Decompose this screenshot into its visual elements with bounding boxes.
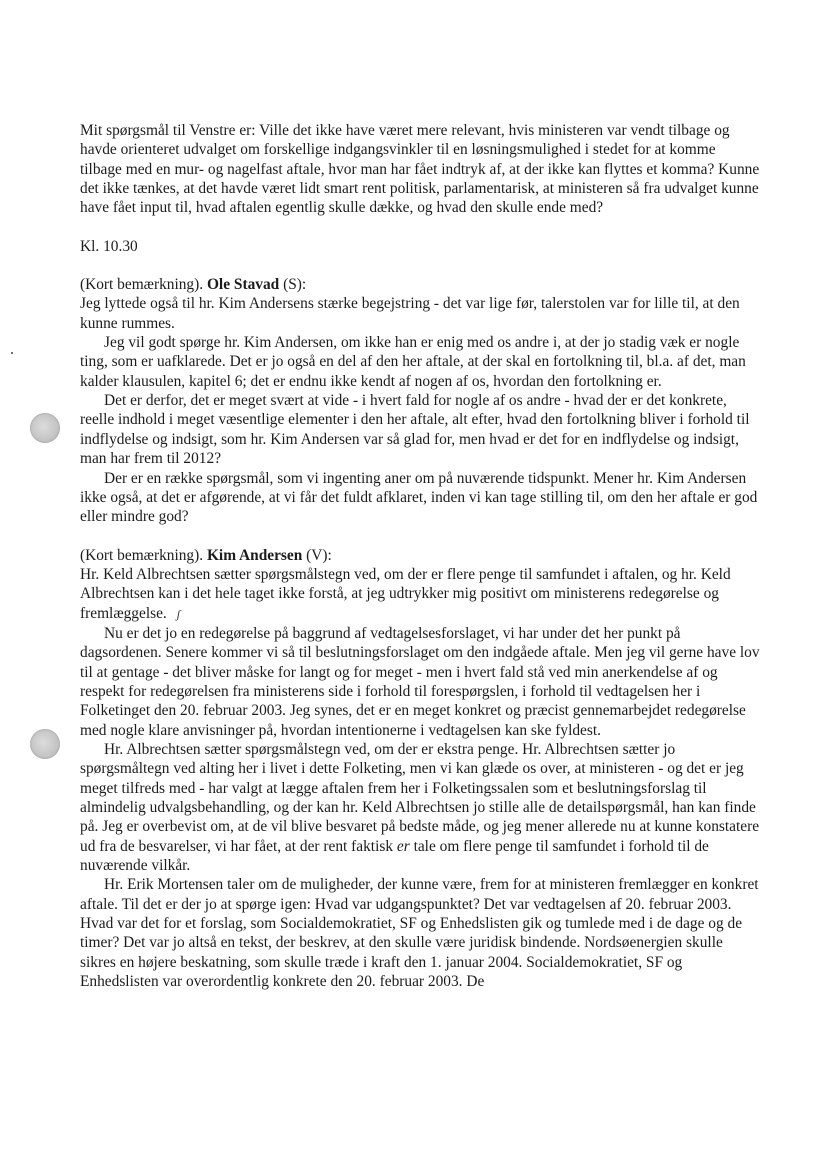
paragraph-andersen-3 (80, 740, 760, 875)
paragraph-text-a: Hr. Albrechtsen sætter spørgsmålstegn ved, om der er ekstra penge. Hr. Albrechtsen sætter jo spørgsmåltegn ved alting her i livet i dette Folketing, men vi kan glæde os over, at ministeren - og det er jeg meget tilfreds med - har valgt at lægge aftalen frem her i Folketingssalen som et beslutningsforslag til almindelig udvalgsbehandling, og der kan hr. Keld Albrechtsen jo stille alle de detailspørgsmål, han kan finde på. Jeg er overbevist om, at de vil blive besvaret på bedste måde, og jeg mener allerede nu at kunne konstatere ud fra de besvarelser, vi har fået, at der rent faktisk (80, 740, 760, 855)
paragraph-andersen-1 (80, 565, 760, 624)
paragraph-text: Hr. Keld Albrechtsen sætter spørgsmålstegn ved, om der er flere penge til samfundet i aftalen, og hr. Keld Albrechtsen kan i det hele taget ikke forstå, at jeg udtrykker mig positivt om ministerens redegørelse og fremlæggelse. (80, 565, 731, 622)
punch-hole-upper (30, 413, 60, 443)
paragraph-stavad-1: Jeg lyttede også til hr. Kim Andersens stærke begejstring - det var lige før, talerstolen var for lille til, at den kunne rummes. (80, 295, 740, 332)
speaker-heading-ole-stavad (80, 275, 760, 294)
remark-label: (Kort bemærkning). (80, 276, 207, 294)
speaker-name: Kim Andersen (206, 546, 303, 564)
document-page (80, 121, 760, 991)
speaker-party: (S): (279, 276, 307, 294)
speaker-name: Ole Stavad (206, 276, 280, 294)
remark-label: (Kort bemærkning). (80, 546, 207, 564)
speaker-party: (V): (302, 546, 332, 564)
paragraph-stavad-4: Der er en række spørgsmål, som vi ingenting aner om på nuværende tidspunkt. Mener hr. Kim Andersen ikke også, at det er afgørende, at vi får det fuldt afklaret, inden vi kan tage stilling til, om den her aftale er god eller mindre god? (80, 469, 758, 526)
handwritten-mark: ʃ (176, 606, 181, 621)
emphasis-word: er (396, 837, 410, 855)
timestamp: Kl. 10.30 (80, 237, 138, 255)
speaker-heading-kim-andersen (80, 546, 760, 565)
paragraph-stavad-3: Det er derfor, det er meget svært at vide - i hvert fald for nogle af os andre - hvad der er det konkrete, reelle indhold i meget væsentlige elementer i den her aftale, alt efter, hvad den fortolkning bliver i forhold til indflydelse og indsigt, som hr. Kim Andersen var så glad for, men hvad er det for en indflydelse og indsigt, man har frem til 2012? (80, 392, 750, 468)
paragraph-andersen-2: Nu er det jo en redegørelse på baggrund af vedtagelsesforslaget, vi har under det her punkt på dagsordenen. Senere kommer vi så til beslutningsforslaget om den indgåede aftale. Men jeg vil gerne have lov til at gentage - det bliver måske for langt og for meget - men i hvert fald stå ved min anerkendelse af og respekt for redegørelsen fra ministerens side i forhold til forespørgslen, i forhold til vedtagelsen her i Folketinget den 20. februar 2003. Jeg synes, det er en meget konkret og præcist gennemarbejdet redegørelse med nogle klare anvisninger på, hvordan intentionerne i vedtagelsen kan ske fyldest. (80, 624, 760, 739)
paragraph-question-venstre: Mit spørgsmål til Venstre er: Ville det ikke have været mere relevant, hvis ministeren var vendt tilbage og havde orienteret udvalget om forskellige indgangsvinkler til en løsningsmulighed i stedet for at komme tilbage med en mur- og nagelfast aftale, hvor man har fået indtryk af, at der ikke kan flyttes et komma? Kunne det ikke tænkes, at det havde været lidt smart rent politisk, parlamentarisk, at ministeren så fra udvalget kunne have fået input til, hvad aftalen egentlig skulle dække, og hvad den skulle ende med? (80, 122, 760, 217)
stray-mark (11, 352, 13, 354)
paragraph-text-b: tale om flere penge til samfundet i forhold til de nuværende vilkår. (80, 837, 709, 875)
paragraph-andersen-4: Hr. Erik Mortensen taler om de muligheder, der kunne være, frem for at ministeren fremlægger en konkret aftale. Til det er der jo at spørge igen: Hvad var udgangspunktet? Det var vedtagelsen af 20. februar 2003. Hvad var det for et forslag, som Socialdemokratiet, SF og Enhedslisten gik og tumlede med i de dage og de timer? Det var jo altså en tekst, der beskrev, at den skulle være juridisk bindende. Nordsøenergien skulle sikres en højere beskatning, som skulle træde i kraft den 1. januar 2004. Socialdemokratiet, SF og Enhedslisten var overordentlig konkrete den 20. februar 2003. De (80, 876, 759, 991)
punch-hole-lower (30, 729, 60, 759)
paragraph-stavad-2: Jeg vil godt spørge hr. Kim Andersen, om ikke han er enig med os andre i, at der jo stadig væk er nogle ting, som er uafklarede. Det er jo også en del af den her aftale, at der skal en fortolkning til, bl.a. af det, man kalder klausulen, kapitel 6; det er endnu ikke kendt af nogen af os, hvordan den fortolkning er. (80, 334, 746, 390)
